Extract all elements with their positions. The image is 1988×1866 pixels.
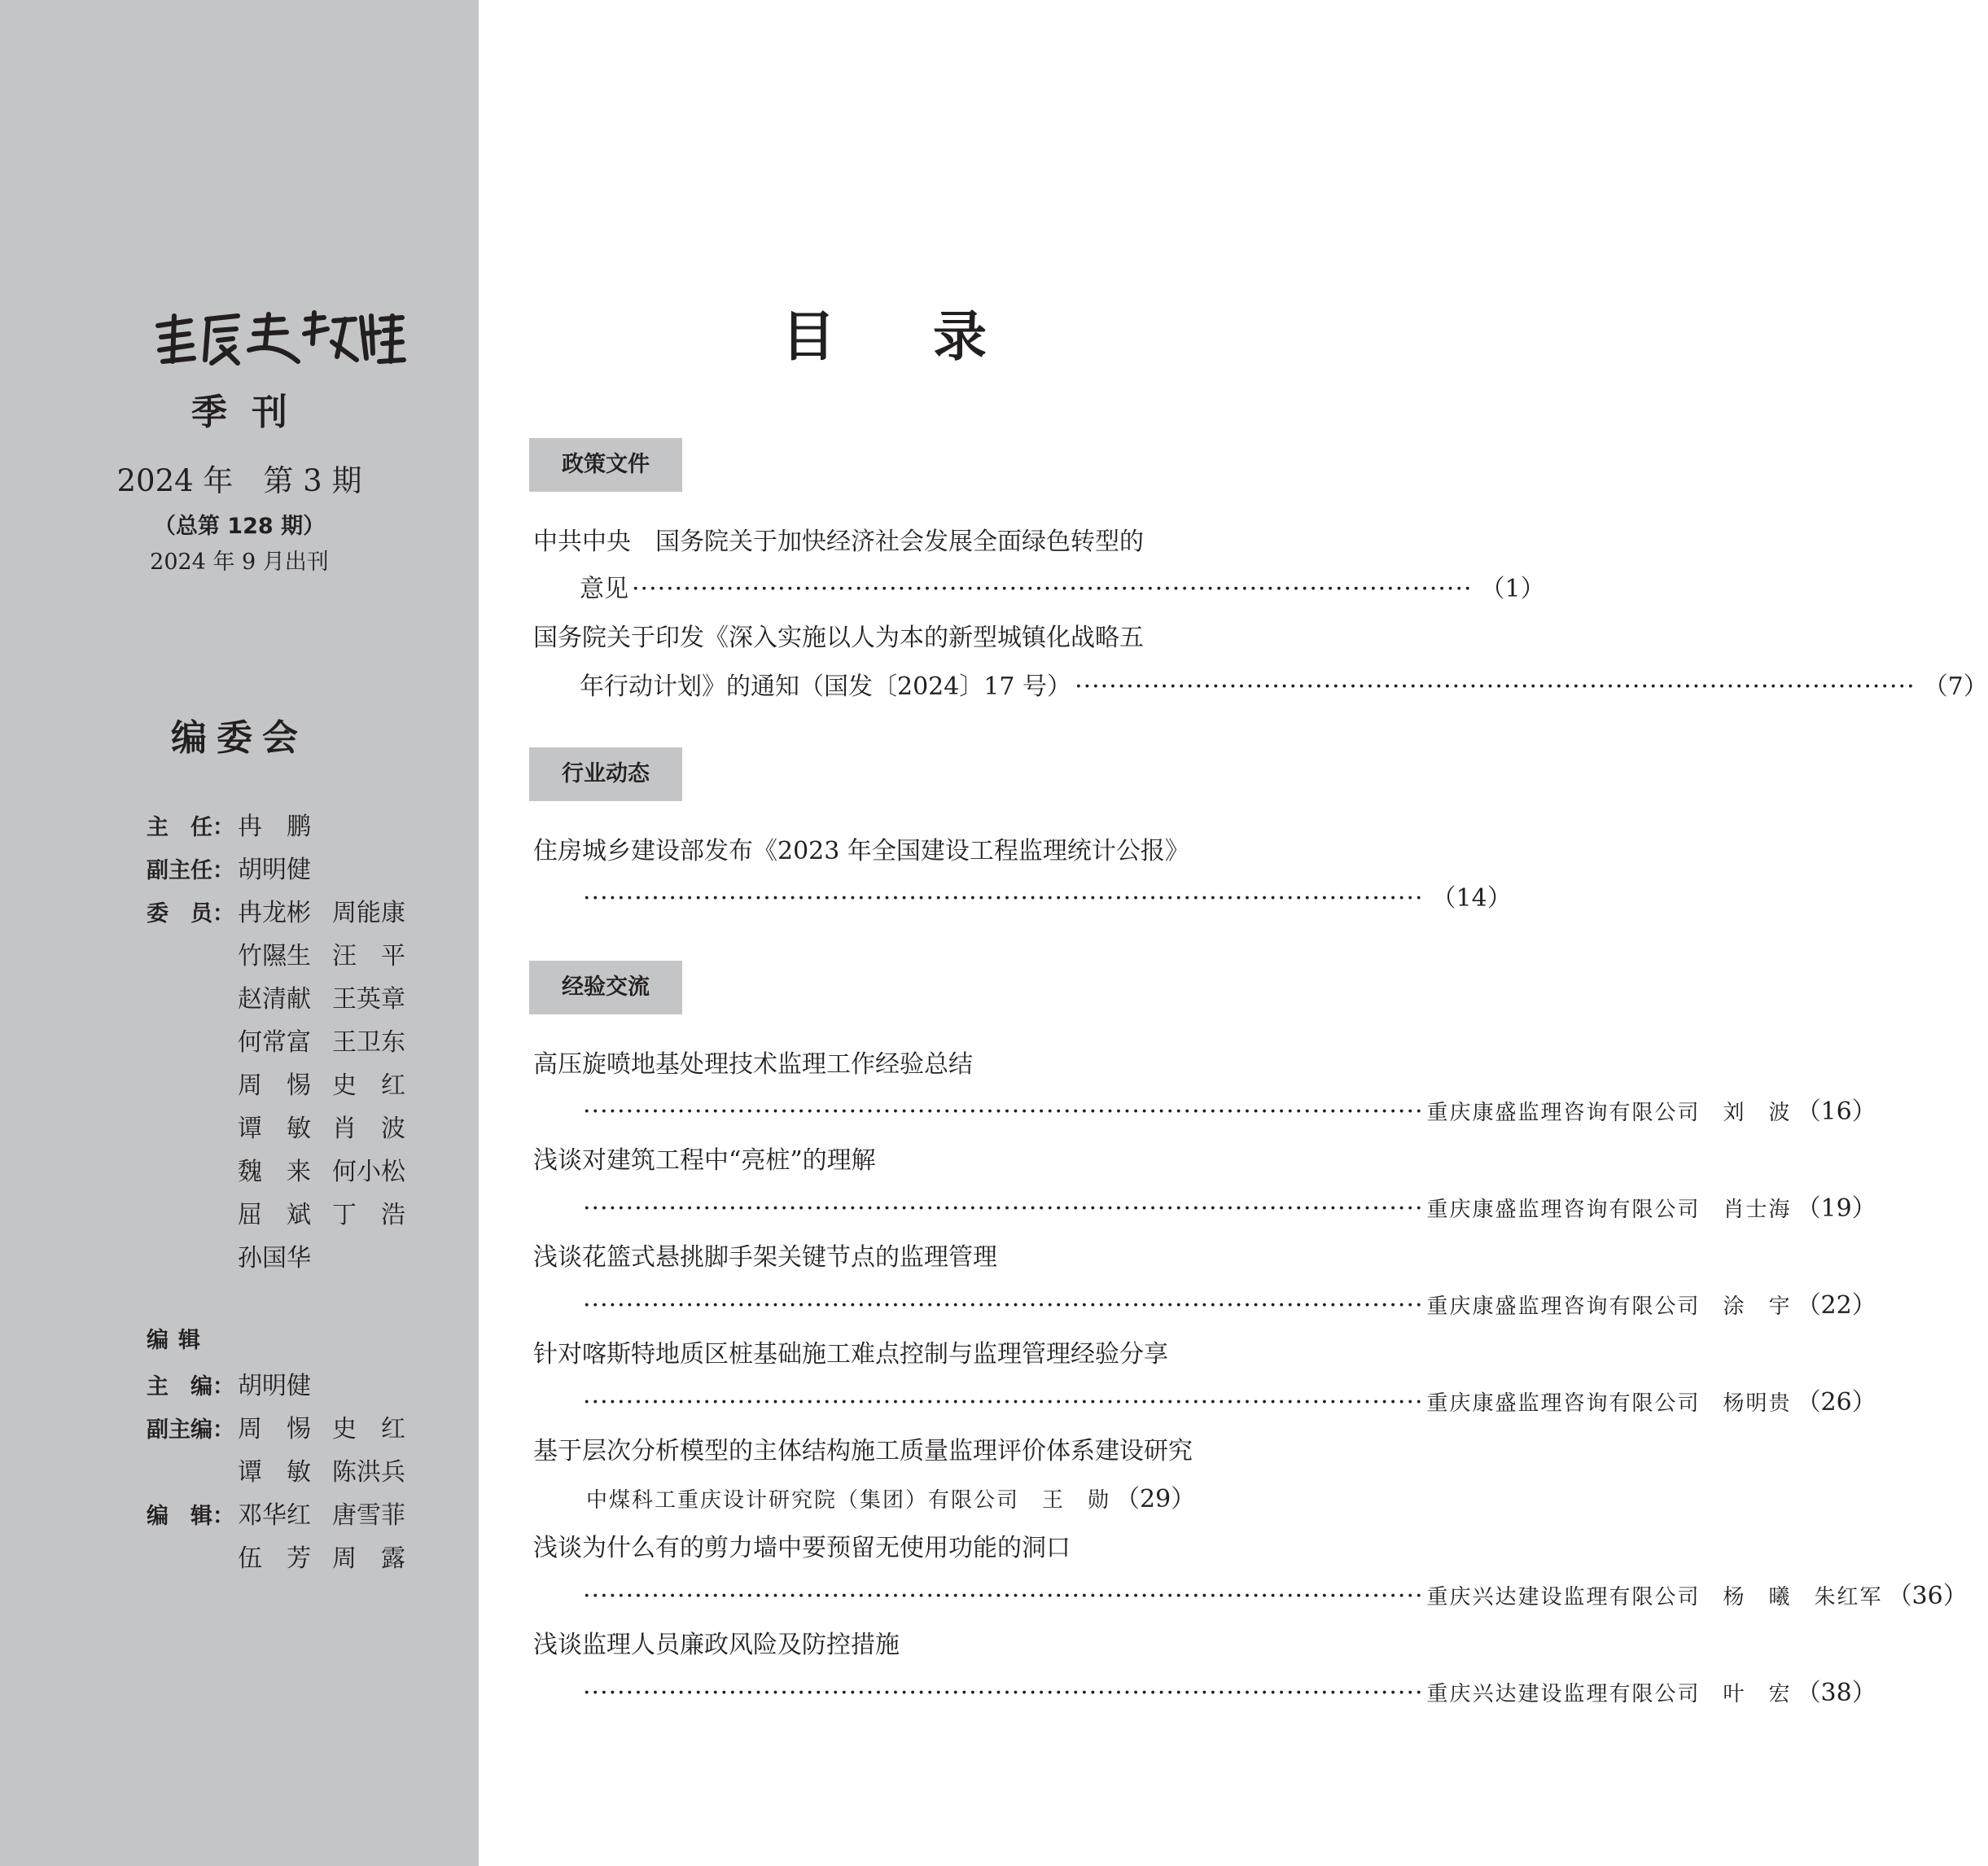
- page-number: （29）: [1115, 1485, 1196, 1513]
- member-name: 谭 敏: [238, 1115, 311, 1143]
- author-info: 重庆康盛监理咨询有限公司 杨明贵: [1426, 1391, 1792, 1416]
- member-name: 周能康: [332, 899, 405, 927]
- page-number: （16）: [1796, 1097, 1876, 1126]
- deputy-editor-row: [147, 1452, 427, 1487]
- page-number: （1）: [1480, 575, 1545, 603]
- member-name: 冉 鹏: [238, 813, 311, 841]
- vice-director-row: [147, 849, 332, 882]
- leader-dots: ··································································································: [632, 575, 1473, 603]
- editors-row: [147, 1538, 427, 1573]
- toc-entry-line[interactable]: [580, 568, 1545, 604]
- toc-entry-line[interactable]: [580, 1285, 1876, 1321]
- chief-editor-row: [147, 1365, 332, 1398]
- journal-calligraphy-logo: [153, 309, 405, 368]
- member-name: 唐雪菲: [332, 1501, 405, 1530]
- member-name: 周 惕: [238, 1071, 311, 1100]
- role-label: 主 编：: [147, 1374, 234, 1400]
- page-number: （22）: [1796, 1291, 1876, 1320]
- toc-entry-line[interactable]: [580, 1091, 1876, 1127]
- toc-entry-title[interactable]: 住房城乡建设部发布《2023 年全国建设工程监理统计公报》: [533, 837, 1189, 865]
- role-label: 委 员：: [147, 901, 234, 926]
- toc-entry-line[interactable]: [580, 1575, 1968, 1611]
- page-number: （36）: [1887, 1582, 1968, 1610]
- member-name: 何常富: [238, 1028, 311, 1057]
- member-name: 史 红: [332, 1071, 405, 1100]
- member-name: 肖 波: [332, 1115, 405, 1143]
- member-name: 屈 斌: [238, 1201, 311, 1229]
- member-name: 冉龙彬: [238, 899, 311, 927]
- page-number: （14）: [1431, 884, 1512, 913]
- member-name: 丁 浩: [332, 1201, 405, 1229]
- members-row: [147, 1065, 427, 1100]
- deputy-editor-row: [147, 1408, 427, 1441]
- member-name: 何小松: [332, 1158, 405, 1186]
- toc-entry-title[interactable]: 浅谈为什么有的剪力墙中要预留无使用功能的洞口: [533, 1534, 1071, 1562]
- role-label: 副主任：: [147, 858, 234, 883]
- page-number: （7）: [1923, 672, 1988, 701]
- member-name: 陈洪兵: [332, 1458, 405, 1487]
- member-name: 伍 芳: [238, 1544, 311, 1573]
- member-name: 邓华红: [238, 1501, 311, 1530]
- toc-entry-title[interactable]: 针对喀斯特地质区桩基础施工难点控制与监理管理经验分享: [533, 1340, 1168, 1369]
- members-row: [147, 1022, 427, 1057]
- issue-label: 2024 年 第 3 期: [116, 463, 362, 498]
- member-name: 王卫东: [332, 1028, 405, 1057]
- member-name: 周 惕: [238, 1415, 311, 1443]
- members-row: [147, 1237, 332, 1270]
- editors-row: [147, 1495, 427, 1530]
- author-info: 重庆康盛监理咨询有限公司 肖士海: [1426, 1198, 1792, 1222]
- total-issue-label: （总第 128 期）: [153, 514, 326, 539]
- toc-title: 目录: [782, 304, 1084, 368]
- member-name: 周 露: [332, 1544, 405, 1573]
- leader-dots: ··································································································: [583, 884, 1424, 913]
- toc-entry-title[interactable]: 浅谈花篮式悬挑脚手架关键节点的监理管理: [533, 1243, 997, 1272]
- toc-entry-title[interactable]: 中共中央 国务院关于加快经济社会发展全面绿色转型的: [533, 528, 1144, 556]
- author-info: 重庆康盛监理咨询有限公司 涂 宇: [1426, 1294, 1792, 1319]
- editing-heading: 编辑: [147, 1328, 210, 1353]
- toc-entry-line[interactable]: [580, 666, 1988, 702]
- member-name: 胡明健: [238, 1372, 311, 1400]
- toc-entry-line[interactable]: [580, 1382, 1876, 1417]
- left-panel: [0, 0, 479, 1866]
- toc-entry-line[interactable]: [580, 878, 1512, 913]
- leader-dots: ··································································································: [583, 1679, 1424, 1707]
- toc-entry-title[interactable]: 浅谈监理人员廉政风险及防控措施: [533, 1631, 900, 1659]
- leader-dots: ··································································································: [583, 1194, 1424, 1223]
- role-label: 主 任：: [147, 815, 234, 840]
- section-header-policy: 政策文件: [529, 438, 682, 492]
- leader-dots: ··································································································: [583, 1582, 1424, 1610]
- members-row: [147, 979, 427, 1014]
- member-name: 汪 平: [332, 942, 405, 970]
- toc-entry-title[interactable]: 高压旋喷地基处理技术监理工作经验总结: [533, 1050, 973, 1079]
- toc-entry-title[interactable]: 浅谈对建筑工程中“亮桩”的理解: [533, 1146, 876, 1175]
- page-number: （38）: [1796, 1679, 1876, 1707]
- toc-entry-title[interactable]: 基于层次分析模型的主体结构施工质量监理评价体系建设研究: [533, 1437, 1193, 1465]
- members-row: [147, 892, 427, 925]
- publication-date: 2024 年 9 月出刊: [150, 550, 329, 575]
- toc-entry-line[interactable]: [580, 1188, 1876, 1224]
- leader-dots: ··································································································: [583, 1388, 1424, 1417]
- leader-dots: ··································································································: [583, 1097, 1424, 1126]
- leader-dots: ··································································································: [583, 1291, 1424, 1320]
- section-header-experience: 经验交流: [529, 961, 682, 1014]
- member-name: 史 红: [332, 1415, 405, 1443]
- toc-entry-line[interactable]: [580, 1478, 1196, 1514]
- page-number: （26）: [1796, 1388, 1876, 1417]
- members-row: [147, 1151, 427, 1184]
- members-row: [147, 935, 427, 968]
- editorial-board-title: 编委会: [171, 717, 308, 759]
- member-name: 赵清献: [238, 985, 311, 1014]
- member-name: 孙国华: [238, 1244, 311, 1272]
- leader-dots: ··································································································: [1075, 672, 1916, 701]
- toc-entry-line[interactable]: [580, 1672, 1876, 1708]
- author-info: 重庆康盛监理咨询有限公司 刘 波: [1426, 1101, 1792, 1125]
- member-name: 谭 敏: [238, 1458, 311, 1487]
- director-row: [147, 806, 332, 839]
- page-number: （19）: [1796, 1194, 1876, 1223]
- author-info: 中煤科工重庆设计研究院（集团）有限公司 王 勋: [586, 1488, 1111, 1513]
- members-row: [147, 1194, 427, 1227]
- member-name: 王英章: [332, 985, 405, 1014]
- member-name: 竹隰生: [238, 942, 311, 970]
- author-info: 重庆兴达建设监理有限公司 杨 曦 朱红军: [1426, 1585, 1883, 1610]
- member-name: 魏 来: [238, 1158, 311, 1186]
- author-info: 重庆兴达建设监理有限公司 叶 宏: [1426, 1682, 1792, 1706]
- member-name: 胡明健: [238, 856, 311, 884]
- quarterly-label: 季刊: [191, 392, 312, 433]
- toc-entry-title[interactable]: 国务院关于印发《深入实施以人为本的新型城镇化战略五: [533, 624, 1144, 652]
- role-label: 编 辑：: [147, 1504, 234, 1529]
- members-row: [147, 1108, 427, 1141]
- toc-entry-title-cont: 年行动计划》的通知（国发〔2024〕17 号）: [580, 672, 1072, 701]
- role-label: 副主编：: [147, 1417, 234, 1443]
- section-header-industry: 行业动态: [529, 747, 682, 801]
- toc-entry-title-cont: 意见: [580, 575, 628, 603]
